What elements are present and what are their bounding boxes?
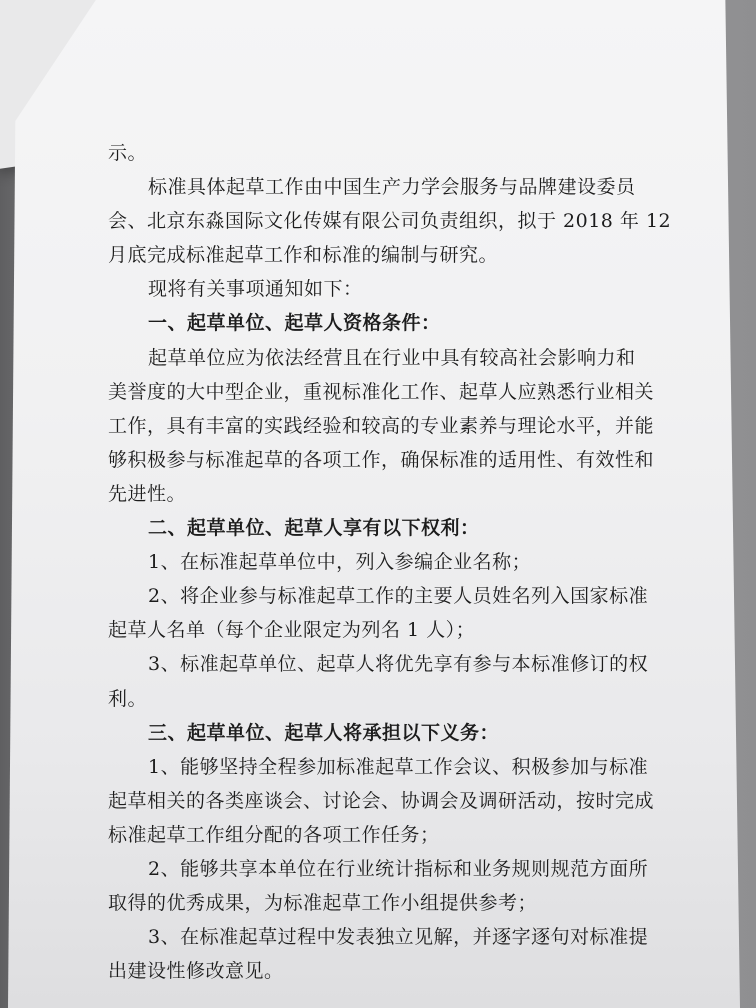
text-line: 取得的优秀成果，为标准起草工作小组提供参考； [108,892,538,915]
text-line: 示。 [108,142,148,164]
list-item: 3、在标准起草过程中发表独立见解，并逐字逐句对标准提 [148,926,649,949]
text-line: 月底完成标准起草工作和标准的编制与研究。 [108,244,499,267]
list-item: 3、标准起草单位、起草人将优先享有参与本标准修订的权 [148,653,649,676]
text-line: 出建设性修改意见。 [108,960,284,983]
paragraph-first-line: 现将有关事项通知如下： [148,278,363,301]
text-line: 利。 [108,687,148,710]
section-heading: 二、起草单位、起草人享有以下权利： [148,517,480,540]
list-item: 1、能够坚持全程参加标准起草工作会议、积极参加与标准 [148,755,649,778]
text-line: 起草相关的各类座谈会、讨论会、协调会及调研活动，按时完成 [108,789,655,812]
section-heading: 一、起草单位、起草人资格条件： [148,312,441,335]
section-heading: 三、起草单位、起草人将承担以下义务： [148,721,500,744]
text-line: 会、北京东淼国际文化传媒有限公司负责组织，拟于 2018 年 12 [108,210,672,233]
text-line: 工作，具有丰富的实践经验和较高的专业素养与理论水平，并能 [108,414,655,437]
text-line: 标准起草工作组分配的各项工作任务； [108,823,440,846]
paragraph-first-line: 起草单位应为依法经营且在行业中具有较高社会影响力和 [148,346,636,369]
paragraph-first-line: 标准具体起草工作由中国生产力学会服务与品牌建设委员 [148,176,636,199]
text-line: 美誉度的大中型企业，重视标准化工作、起草人应熟悉行业相关 [108,380,655,403]
list-item: 1、在标准起草单位中，列入参编企业名称； [148,551,532,574]
document-body [108,136,728,988]
list-item: 2、能够共享本单位在行业统计指标和业务规则规范方面所 [148,857,649,880]
text-line: 先进性。 [108,482,187,505]
text-line: 够积极参与标准起草的各项工作，确保标准的适用性、有效性和 [108,448,655,471]
list-item: 2、将企业参与标准起草工作的主要人员姓名列入国家标准 [148,585,649,608]
text-line: 起草人名单（每个企业限定为列名 1 人）； [108,619,476,642]
